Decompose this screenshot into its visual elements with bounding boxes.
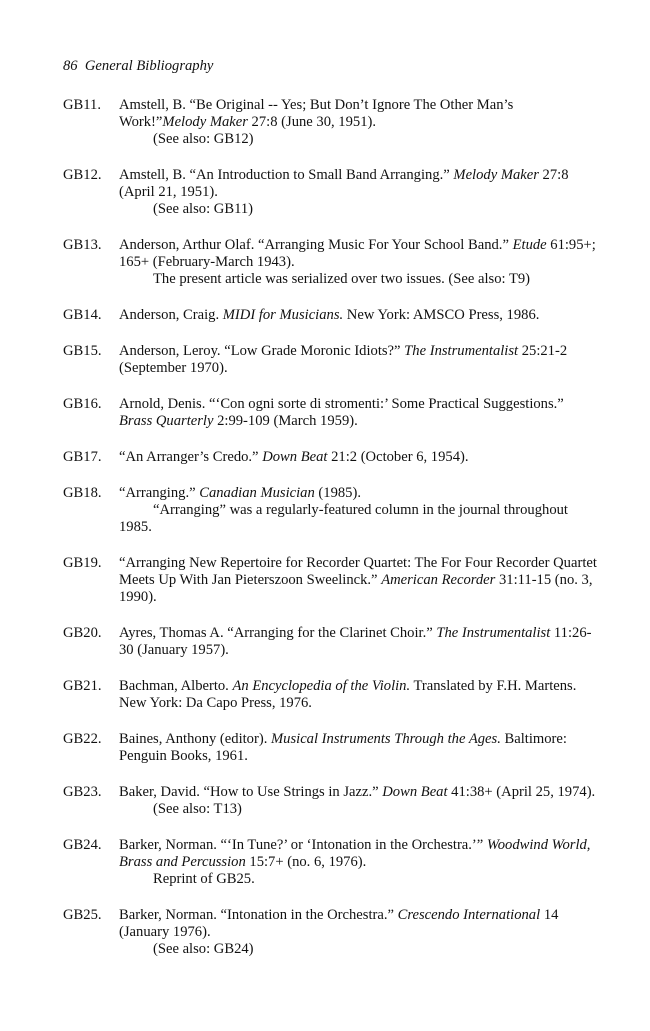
bibliography-entry bbox=[63, 907, 598, 958]
entry-citation bbox=[119, 837, 598, 888]
entry-citation bbox=[119, 731, 598, 765]
entry-id: GB17. bbox=[63, 449, 102, 465]
citation-text: Anderson, Leroy. “Low Grade Moronic Idiots?” bbox=[119, 343, 405, 359]
citation-title: The Instrumentalist bbox=[436, 625, 551, 641]
citation-details: 2:99-109 (March 1959). bbox=[213, 413, 358, 429]
entry-citation bbox=[119, 307, 598, 324]
entry-id: GB18. bbox=[63, 485, 102, 501]
entry-note: (See also: GB11) bbox=[153, 201, 253, 217]
citation-title: Canadian Musician bbox=[199, 485, 315, 501]
citation-title: Down Beat bbox=[262, 449, 328, 465]
citation-title: Melody Maker bbox=[162, 114, 248, 130]
citation-text: “An Arranger’s Credo.” bbox=[119, 449, 263, 465]
entry-note: The present article was serialized over two issues. (See also: T9) bbox=[153, 271, 531, 287]
citation-details: Translated by F.H. Martens. New York: Da Capo Press, 1976. bbox=[119, 678, 577, 711]
citation-text: Baker, David. “How to Use Strings in Jazz.” bbox=[119, 784, 383, 800]
entry-id: GB14. bbox=[63, 307, 102, 323]
page-number: 86 bbox=[63, 58, 78, 74]
citation-details: 27:8 (April 21, 1951). bbox=[119, 167, 569, 200]
citation-text: Amstell, B. “Be Original -- Yes; But Don’t Ignore The Other Man’s Work!” bbox=[119, 97, 514, 130]
citation-details: 27:8 (June 30, 1951). bbox=[247, 114, 376, 130]
entry-citation bbox=[119, 907, 598, 958]
running-header bbox=[63, 58, 213, 75]
entry-citation bbox=[119, 396, 598, 430]
citation-text: Barker, Norman. “‘In Tune?’ or ‘Intonation in the Orchestra.’” bbox=[119, 837, 487, 853]
running-title: General Bibliography bbox=[84, 58, 214, 74]
citation-text: “Arranging.” bbox=[119, 485, 200, 501]
citation-details: 25:21-2 (September 1970). bbox=[119, 343, 568, 376]
entry-id: GB22. bbox=[63, 731, 102, 747]
entry-citation bbox=[119, 678, 598, 712]
entry-id: GB16. bbox=[63, 396, 102, 412]
citation-details: 14 (January 1976). bbox=[119, 907, 559, 940]
citation-details: 21:2 (October 6, 1954). bbox=[327, 449, 469, 465]
bibliography-entry bbox=[63, 837, 598, 888]
citation-text: Baines, Anthony (editor). bbox=[119, 731, 271, 747]
citation-details: 15:7+ (no. 6, 1976). bbox=[245, 854, 367, 870]
citation-title: Crescendo International bbox=[397, 907, 541, 923]
citation-text: Bachman, Alberto. bbox=[119, 678, 233, 694]
entry-note: (See also: GB12) bbox=[153, 131, 254, 147]
citation-details: Baltimore: Penguin Books, 1961. bbox=[119, 731, 567, 764]
bibliography-entry bbox=[63, 167, 598, 218]
entry-note: (See also: T13) bbox=[153, 801, 242, 817]
citation-details: 31:11-15 (no. 3, 1990). bbox=[119, 572, 593, 605]
entry-id: GB21. bbox=[63, 678, 102, 694]
bibliography-entry bbox=[63, 307, 598, 324]
entry-citation bbox=[119, 449, 598, 466]
citation-title: Brass Quarterly bbox=[119, 413, 214, 429]
citation-title: MIDI for Musicians. bbox=[222, 307, 344, 323]
entry-id: GB23. bbox=[63, 784, 102, 800]
citation-details: New York: AMSCO Press, 1986. bbox=[343, 307, 540, 323]
entry-note: Reprint of GB25. bbox=[153, 871, 255, 887]
entry-citation bbox=[119, 784, 598, 818]
bibliography-entry bbox=[63, 237, 598, 288]
entry-citation bbox=[119, 343, 598, 377]
citation-text: Barker, Norman. “Intonation in the Orchestra.” bbox=[119, 907, 398, 923]
bibliography-entry bbox=[63, 731, 598, 765]
bibliography-entry bbox=[63, 97, 598, 148]
citation-details: 41:38+ (April 25, 1974). bbox=[447, 784, 596, 800]
citation-text: Arnold, Denis. “‘Con ogni sorte di stromenti:’ Some Practical Suggestions.” bbox=[119, 396, 564, 412]
citation-title: American Recorder bbox=[381, 572, 496, 588]
citation-text: Ayres, Thomas A. “Arranging for the Clarinet Choir.” bbox=[119, 625, 437, 641]
citation-details: 11:26-30 (January 1957). bbox=[119, 625, 592, 658]
bibliography-entry bbox=[63, 396, 598, 430]
citation-text: Anderson, Craig. bbox=[119, 307, 223, 323]
citation-title: Down Beat bbox=[382, 784, 448, 800]
citation-title: An Encyclopedia of the Violin. bbox=[232, 678, 411, 694]
entry-citation bbox=[119, 485, 598, 536]
entry-id: GB24. bbox=[63, 837, 102, 853]
entry-note: (See also: GB24) bbox=[153, 941, 254, 957]
citation-text: “Arranging New Repertoire for Recorder Quartet: The For Four Recorder Quartet Meets Up With Jan Pieterszoon Sweelinck.” bbox=[119, 555, 597, 588]
bibliography-entry bbox=[63, 625, 598, 659]
entry-id: GB20. bbox=[63, 625, 102, 641]
entry-citation bbox=[119, 625, 598, 659]
entry-note: “Arranging” was a regularly-featured column in the journal throughout 1985. bbox=[119, 502, 568, 535]
entry-id: GB25. bbox=[63, 907, 102, 923]
entry-citation bbox=[119, 555, 598, 606]
citation-text: Anderson, Arthur Olaf. “Arranging Music For Your School Band.” bbox=[119, 237, 513, 253]
citation-title: Etude bbox=[512, 237, 547, 253]
entry-citation bbox=[119, 237, 598, 288]
entry-id: GB12. bbox=[63, 167, 102, 183]
citation-title: Woodwind World, Brass and Percussion bbox=[119, 837, 591, 870]
bibliography-entry bbox=[63, 449, 598, 466]
bibliography-entry bbox=[63, 784, 598, 818]
entry-citation bbox=[119, 167, 598, 218]
entry-id: GB11. bbox=[63, 97, 101, 113]
entry-id: GB19. bbox=[63, 555, 102, 571]
bibliography-entry bbox=[63, 485, 598, 536]
entry-id: GB13. bbox=[63, 237, 102, 253]
bibliography-entry bbox=[63, 555, 598, 606]
bibliography-entry bbox=[63, 343, 598, 377]
citation-text: Amstell, B. “An Introduction to Small Band Arranging.” bbox=[119, 167, 454, 183]
citation-details: (1985). bbox=[314, 485, 361, 501]
entry-id: GB15. bbox=[63, 343, 102, 359]
citation-details: 61:95+; 165+ (February-March 1943). bbox=[119, 237, 596, 270]
bibliography-entry bbox=[63, 678, 598, 712]
entry-citation bbox=[119, 97, 598, 148]
citation-title: Melody Maker bbox=[453, 167, 539, 183]
citation-title: Musical Instruments Through the Ages. bbox=[271, 731, 501, 747]
citation-title: The Instrumentalist bbox=[404, 343, 519, 359]
bibliography-entries bbox=[63, 97, 598, 977]
